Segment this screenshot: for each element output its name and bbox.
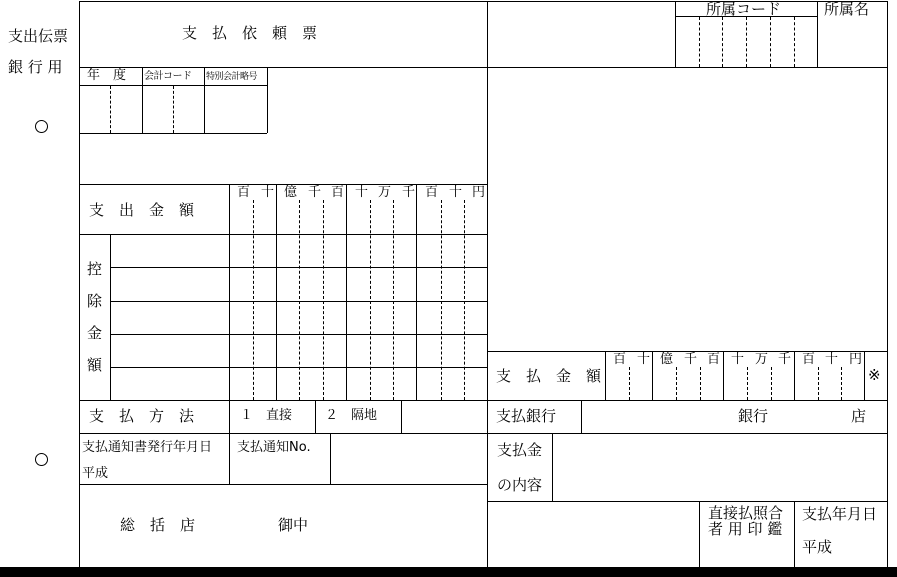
year-label: 年 度 [87, 68, 127, 83]
payment-method-label: 支 払 方 法 [89, 407, 195, 425]
punch-hole-top [35, 120, 48, 133]
notice-bottom-line [79, 484, 488, 485]
pay-col-line-2 [652, 351, 653, 400]
exp-col-line-4 [416, 184, 417, 400]
pay-digit-9: 十 [825, 352, 839, 367]
exp-dash-6 [441, 200, 442, 400]
exp-digit-0: 百 [237, 185, 251, 200]
footer-col-line-1 [699, 501, 700, 567]
exp-dash-4 [370, 200, 371, 400]
year-col-line-1 [142, 67, 143, 133]
header-bottom-line [79, 67, 888, 68]
dept-code-dash-4 [770, 17, 771, 67]
deduction-char-3: 額 [87, 356, 103, 374]
footer-col-line-2 [794, 501, 795, 567]
deduction-char-2: 金 [87, 324, 103, 342]
pay-col-line-1 [605, 351, 606, 400]
pay-digit-8: 百 [802, 352, 816, 367]
direct-pay-label-2: 者 用 印 鑑 [708, 520, 783, 538]
exp-digit-10: 円 [472, 185, 486, 200]
direct-pay-label-1: 直接払照合 [708, 504, 784, 522]
exp-dash-5 [393, 200, 394, 400]
content-bottom-line [487, 501, 888, 502]
payment-bank-label: 支払銀行 [496, 407, 557, 425]
payment-amount-label: 支 払 金 額 [496, 367, 602, 385]
exp-digit-3: 千 [308, 185, 322, 200]
pay-digit-10: 円 [849, 352, 863, 367]
expenditure-bottom-line [79, 234, 488, 235]
pay-col-line-5 [864, 351, 865, 400]
method-col-line-3 [401, 400, 402, 433]
year-col-line-2 [204, 67, 205, 133]
dept-code-dash-5 [794, 17, 795, 67]
method-option-direct: １ 直接 [240, 408, 293, 423]
pay-digit-5: 十 [731, 352, 745, 367]
pay-dash-3 [700, 367, 701, 400]
general-branch-label: 総 括 店 [120, 516, 196, 534]
exp-digit-8: 百 [425, 185, 439, 200]
dept-name-label: 所属名 [824, 0, 870, 18]
exp-digit-1: 十 [261, 185, 275, 200]
notice-col-line [330, 433, 331, 484]
recipient-suffix: 御中 [278, 516, 309, 534]
method-top-line [79, 400, 888, 401]
left-label-2: 銀 行 用 [8, 58, 63, 76]
form-title: 支 払 依 頼 票 [182, 24, 318, 42]
center-divider [487, 1, 488, 567]
exp-col-line-1 [229, 184, 230, 400]
pay-digit-7: 千 [778, 352, 792, 367]
bank-col-line [581, 400, 582, 433]
pay-digit-1: 十 [637, 352, 651, 367]
payment-content-label-1: 支払金 [497, 441, 543, 459]
exp-digit-7: 千 [402, 185, 416, 200]
method-option-remote: ２ 隔地 [325, 408, 378, 423]
pay-dash-6 [818, 367, 819, 400]
pay-dash-7 [841, 367, 842, 400]
notice-date-label: 支払通知書発行年月日 [82, 440, 213, 455]
method-col-line-1 [229, 400, 230, 484]
year-col-line-3 [267, 67, 268, 133]
pay-col-line-4 [794, 351, 795, 400]
pay-col-line-3 [723, 351, 724, 400]
deduction-char-1: 除 [87, 292, 103, 310]
account-code-dash [173, 86, 174, 133]
exp-digit-5: 十 [355, 185, 369, 200]
exp-digit-4: 百 [331, 185, 345, 200]
pay-date-era: 平成 [802, 538, 833, 556]
dept-code-dash-3 [746, 17, 747, 67]
exp-col-line-3 [346, 184, 347, 400]
exp-col-line-2 [276, 184, 277, 400]
pay-dash-5 [771, 367, 772, 400]
payment-mark: ※ [868, 366, 881, 384]
deduction-label-line [110, 234, 111, 400]
pay-digit-3: 千 [684, 352, 698, 367]
branch-suffix: 店 [851, 407, 867, 425]
dept-code-label: 所属コード [706, 0, 782, 18]
year-bottom-line [79, 133, 267, 134]
exp-dash-7 [464, 200, 465, 400]
exp-digit-6: 万 [378, 185, 392, 200]
notice-number-label: 支払通知No. [237, 440, 311, 455]
content-col-line [552, 433, 553, 501]
pay-dash-4 [747, 367, 748, 400]
bottom-bar [0, 567, 897, 577]
punch-hole-bottom [35, 453, 48, 466]
exp-digit-9: 十 [449, 185, 463, 200]
payment-content-label-2: の内容 [497, 476, 543, 494]
exp-dash-1 [253, 200, 254, 400]
exp-dash-2 [299, 200, 300, 400]
dept-code-dash-2 [722, 17, 723, 67]
left-label-1: 支出伝票 [8, 27, 69, 45]
pay-digit-2: 億 [660, 352, 674, 367]
exp-digit-2: 億 [284, 185, 298, 200]
pay-digit-6: 万 [755, 352, 769, 367]
pay-date-label: 支払年月日 [802, 505, 878, 523]
dept-code-dash-1 [699, 17, 700, 67]
pay-dash-2 [676, 367, 677, 400]
pay-dash-1 [629, 367, 630, 400]
bank-suffix: 銀行 [738, 407, 769, 425]
exp-dash-3 [323, 200, 324, 400]
dept-code-left-line [675, 1, 676, 67]
deduction-char-0: 控 [87, 260, 103, 278]
method-bottom-line [79, 433, 888, 434]
year-dash [110, 86, 111, 133]
expenditure-label: 支 出 金 額 [89, 201, 195, 219]
right-border [887, 1, 888, 567]
notice-era: 平成 [82, 466, 109, 481]
account-code-label: 会計コード [144, 71, 192, 82]
dept-code-right-line [817, 1, 818, 67]
pay-digit-4: 百 [707, 352, 721, 367]
method-col-line-2 [315, 400, 316, 433]
pay-digit-0: 百 [613, 352, 627, 367]
special-code-label: 特別会計略号 [206, 72, 258, 82]
